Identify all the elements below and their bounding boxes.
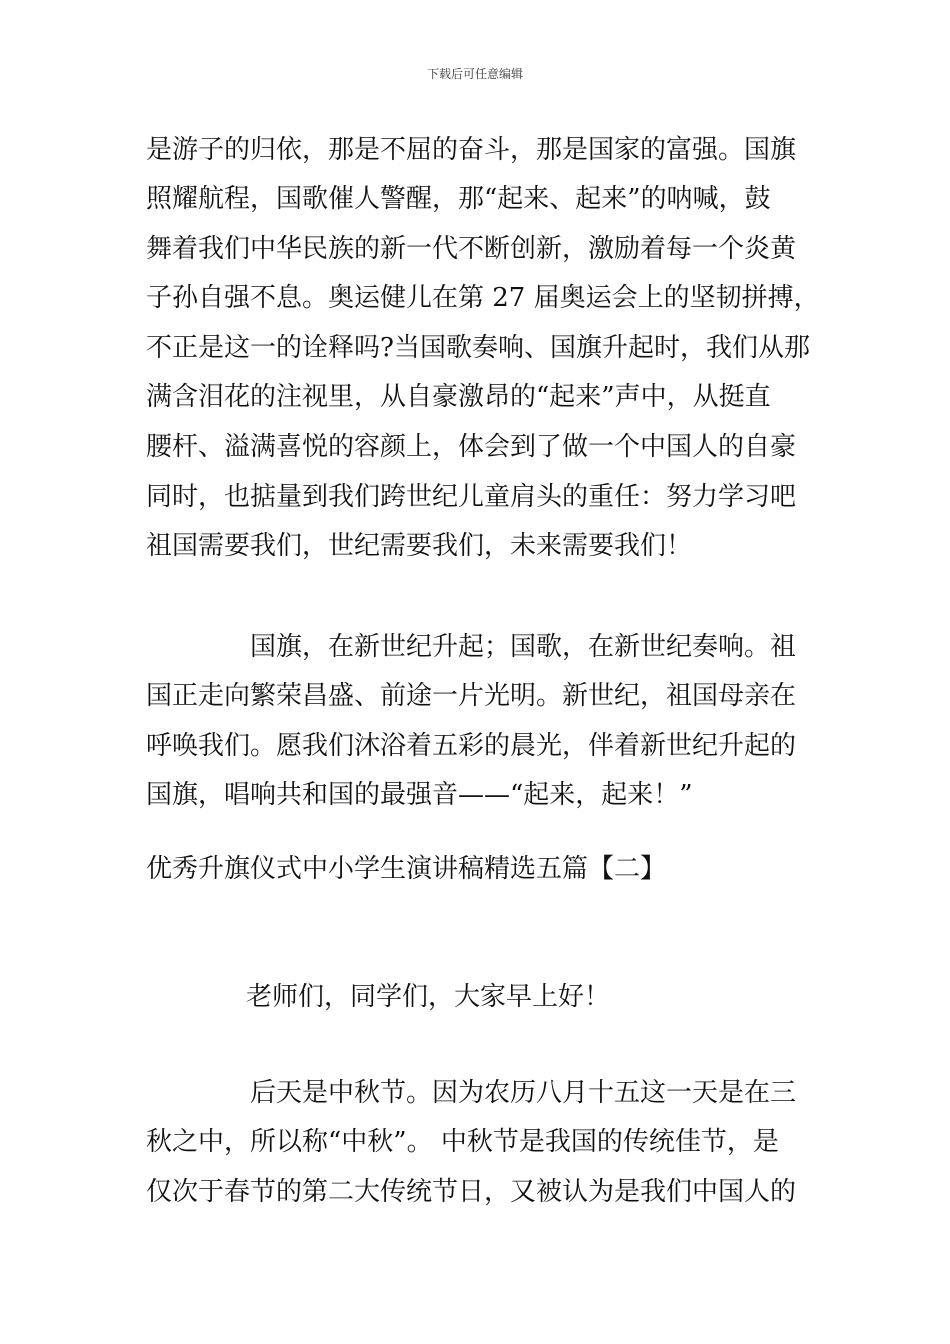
text-line: 照耀航程，国歌催人警醒，那“起来、起来”的呐喊，鼓	[146, 184, 771, 214]
text-line: 不正是这一的诠释吗?当国歌奏响、国旗升起时，我们从那	[146, 333, 810, 363]
text-line: 子孙自强不息。奥运健儿在第 27 届奥运会上的坚韧拼搏，	[146, 283, 820, 313]
text-line: 满含泪花的注视里，从自豪激昂的“起来”声中，从挺直	[146, 382, 771, 412]
text-line: 是游子的归依，那是不屈的奋斗，那是国家的富强。国旗	[146, 135, 797, 165]
text-line: 同时，也掂量到我们跨世纪儿童肩头的重任：努力学习吧	[146, 482, 797, 512]
text-line: 国旗，唱响共和国的最强音——“起来，起来！”	[146, 780, 693, 810]
text-line: 秋之中，所以称“中秋”。 中秋节是我国的传统佳节，是	[146, 1127, 779, 1157]
text-line: 老师们，同学们，大家早上好！	[246, 982, 611, 1012]
text-line: 腰杆、溢满喜悦的容颜上，体会到了做一个中国人的自豪	[146, 432, 797, 462]
page-header: 下载后可任意编辑	[426, 67, 523, 81]
text-line: 仅次于春节的第二大传统节日，又被认为是我们中国人的	[146, 1177, 797, 1207]
text-line: 后天是中秋节。因为农历八月十五这一天是在三	[250, 1078, 797, 1108]
text-line: 舞着我们中华民族的新一代不断创新，激励着每一个炎黄	[146, 234, 797, 264]
text-line: 国旗，在新世纪升起；国歌，在新世纪奏响。祖	[250, 632, 797, 662]
text-line: 国正走向繁荣昌盛、前途一片光明。新世纪，祖国母亲在	[146, 681, 797, 711]
text-line: 呼唤我们。愿我们沐浴着五彩的晨光，伴着新世纪升起的	[146, 731, 797, 761]
text-line: 优秀升旗仪式中小学生演讲稿精选五篇【二】	[146, 854, 667, 884]
text-line: 祖国需要我们，世纪需要我们，未来需要我们！	[146, 531, 693, 561]
